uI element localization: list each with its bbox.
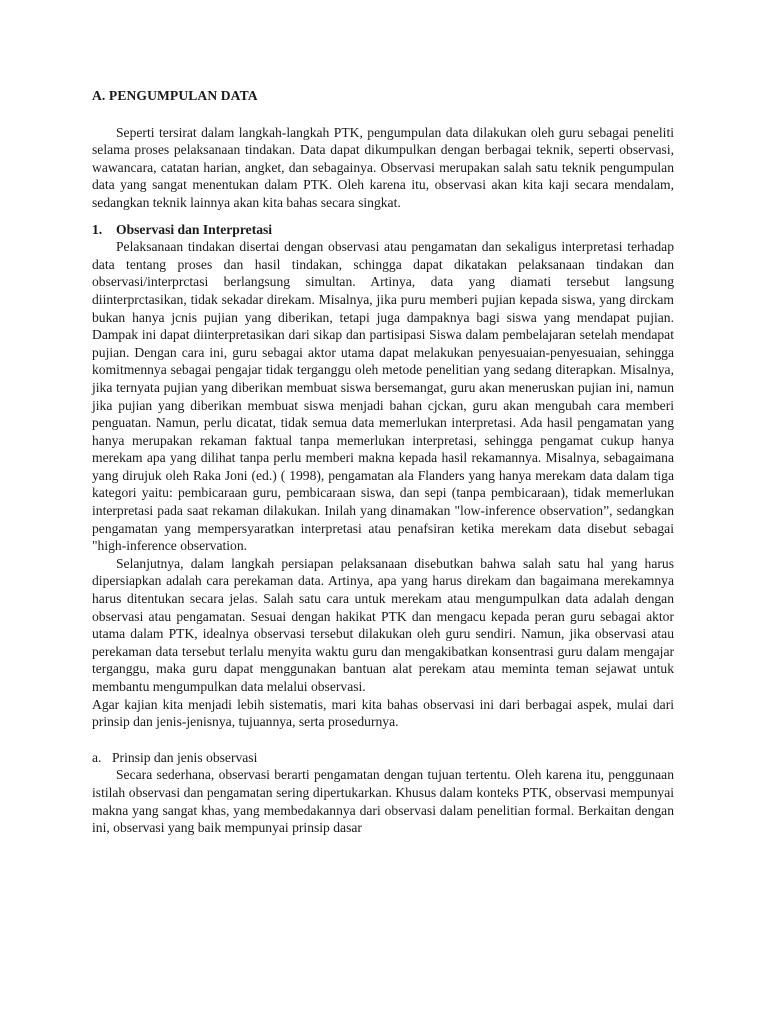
section-heading (92, 221, 674, 239)
document-page (92, 87, 674, 837)
body-paragraph: Pelaksanaan tindakan disertai dengan observasi atau pengamatan dan sekaligus interpretasi terhadap data tentang proses dan hasil tindakan, schingga dapat dikatakan pelaksanaan tindakan dan observasi/interprctasi berlangsung simultan. Artinya, data yang diamati tersebut langsung diinterprctasikan, tidak sekadar direkam. Misalnya, jika puru memberi pujian kepada siswa, yang dirckam bukan hanya jcnis pujian yang diberikan, tetapi juga dampaknya bagi siswa yang mendapat pujian. Dampak ini dapat diinterpretasikan dari sikap dan partisipasi Siswa dalam pembelajaran setelah mendapat pujian. Dengan cara ini, guru sebagai aktor utama dapat melakukan penyesuaian-penyesuaian, sehingga komitmennya sebagai pengajar tidak terganggu oleh metode penelitian yang sedang diterapkan. Misalnya, jika ternyata pujian yang diberikan membuat siswa bersemangat, guru akan meneruskan pujian ini, namun jika pujian yang diberikan membuat siswa menjadi bahan cjckan, guru akan mengubah cara memberi penguatan. Namun, perlu dicatat, tidak semua data memerlukan interpretasi. Ada hasil pengamatan yang hanya merupakan rekaman faktual tanpa memerlukan interpretasi, sehingga pengamat cukup hanya merekam apa yang dilihat tanpa perlu memberi makna kepada hasil rekamannya. Misalnya, sebagaimana yang dirujuk oleh Raka Joni (ed.) ( 1998), pengamatan ala Flanders yang hanya merekam data dalam tiga kategori yaitu: pembicaraan guru, pembicaraan siswa, dan sepi (tanpa pembicaraan), tidak memerlukan interpretasi pada saat rekaman dilakukan. Inilah yang dinamakan "low-inference observation”, sedangkan pengamatan yang mempersyaratkan interpretasi atau penafsiran ketika merekam data disebut sebagai "high-inference observation. (92, 239, 674, 554)
section-title: Observasi dan Interpretasi (116, 221, 273, 237)
subsection-heading (92, 749, 674, 767)
subsection-paragraph: Secara sederhana, observasi berarti pengamatan dengan tujuan tertentu. Oleh karena itu, penggunaan istilah observasi dan pengamatan sering dipertukarkan. Khusus dalam konteks PTK, observasi mempunyai makna yang sangat khas, yang membedakannya dari observasi dalam penelitian formal. Berkaitan dengan ini, observasi yang baik mempunyai prinsip dasar (92, 767, 674, 836)
body-paragraph: Selanjutnya, dalam langkah persiapan pelaksanaan disebutkan bahwa salah satu hal yang harus dipersiapkan adalah cara perekaman data. Artinya, apa yang harus direkam dan bagaimana merekamnya harus ditentukan secara jelas. Salah satu cara untuk merekam atau mengumpulkan data adalah dengan observasi atau pengamatan. Sesuai dengan hakikat PTK dan mengacu kepada peran guru sebagai aktor utama dalam PTK, idealnya observasi tersebut dilakukan oleh guru sendiri. Namun, jika observasi atau perekaman data tersebut terlalu menyita waktu guru dan mengakibatkan konsentrasi guru dalam mengajar terganggu, maka guru dapat menggunakan bantuan alat perekam atau meminta teman sejawat untuk membantu mengumpulkan data melalui observasi. (92, 555, 674, 694)
section-number: 1. (92, 221, 103, 237)
subsection-title: Prinsip dan jenis observasi (112, 749, 258, 765)
page-title: A. PENGUMPULAN DATA (92, 88, 258, 103)
intro-paragraph: Seperti tersirat dalam langkah-langkah PTK, pengumpulan data dilakukan oleh guru sebagai peneliti selama proses pelaksanaan tindakan. Data dapat dikumpulkan dengan berbagai teknik, seperti observasi, wawancara, catatan harian, angket, dan sebagainya. Observasi merupakan salah satu teknik pengumpulan data yang sangat menentukan dalam PTK. Oleh karena itu, observasi akan kita kaji secara mendalam, sedangkan teknik lainnya akan kita bahas secara singkat. (92, 124, 674, 210)
closing-paragraph: Agar kajian kita menjadi lebih sistematis, mari kita bahas observasi ini dari berbagai aspek, mulai dari prinsip dan jenis-jenisnya, tujuannya, serta prosedurnya. (92, 696, 674, 730)
subsection-label: a. (92, 749, 102, 765)
